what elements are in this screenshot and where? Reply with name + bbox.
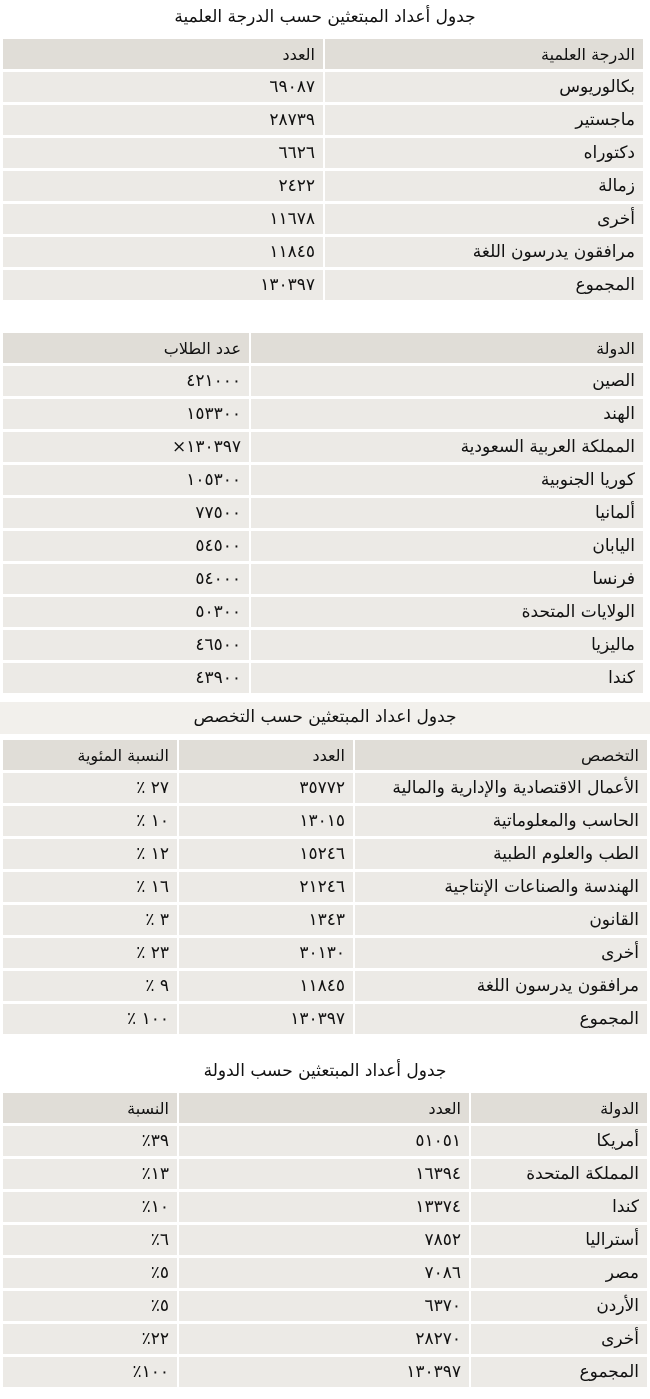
country-students-table-row <box>3 531 643 561</box>
specialty-table-cell: ١٥٢٤٦ <box>179 839 355 869</box>
country-table <box>3 1090 647 1390</box>
specialty-table-title: جدول اعداد المبتعثين حسب التخصص <box>193 707 457 727</box>
specialty-table-cell: ٣٥٧٧٢ <box>179 773 355 803</box>
country-table-cell: ١٠٠٪ <box>3 1357 179 1387</box>
country-table-header-cell: العدد <box>179 1093 471 1123</box>
specialty-table-cell: الأعمال الاقتصادية والإدارية والمالية <box>355 773 647 803</box>
country-table-title: جدول أعداد المبتعثين حسب الدولة <box>203 1061 447 1081</box>
specialty-table <box>3 737 647 1037</box>
country-table-cell: أستراليا <box>471 1225 647 1255</box>
country-students-table <box>3 330 643 696</box>
degree-table-cell: المجموع <box>325 270 643 300</box>
specialty-table-cell: ٣ ٪ <box>3 905 179 935</box>
country-table-cell: ١٠٪ <box>3 1192 179 1222</box>
country-students-table-cell: الهند <box>251 399 643 429</box>
country-students-table-cell: ١٠٥٣٠٠ <box>3 465 251 495</box>
country-students-table-row <box>3 399 643 429</box>
specialty-table-cell: ١٠٠ ٪ <box>3 1004 179 1034</box>
country-table-row <box>3 1192 647 1222</box>
specialty-table-cell: ١٣٠٣٩٧ <box>179 1004 355 1034</box>
degree-table-cell: أخرى <box>325 204 643 234</box>
degree-table-header-cell: الدرجة العلمية <box>325 39 643 69</box>
country-table-cell: ٧٨٥٢ <box>179 1225 471 1255</box>
specialty-table-row <box>3 839 647 869</box>
country-table-cell: ٦٪ <box>3 1225 179 1255</box>
country-table-cell: أخرى <box>471 1324 647 1354</box>
country-table-cell: ١٣٠٣٩٧ <box>179 1357 471 1387</box>
specialty-table-row <box>3 872 647 902</box>
degree-table-title: جدول أعداد المبتعثين حسب الدرجة العلمية <box>174 7 476 27</box>
specialty-table-cell: القانون <box>355 905 647 935</box>
specialty-table-cell: ١١٨٤٥ <box>179 971 355 1001</box>
specialty-table-row <box>3 806 647 836</box>
degree-table-cell: ٢٤٢٢ <box>3 171 325 201</box>
country-table-cell: ١٣٪ <box>3 1159 179 1189</box>
specialty-table-cell: ١٦ ٪ <box>3 872 179 902</box>
specialty-table-row <box>3 905 647 935</box>
degree-table-cell: دكتوراه <box>325 138 643 168</box>
country-students-table-row <box>3 564 643 594</box>
country-table-cell: ٣٩٪ <box>3 1126 179 1156</box>
country-table-cell: ١٣٣٧٤ <box>179 1192 471 1222</box>
country-students-table-row <box>3 630 643 660</box>
country-table-row <box>3 1291 647 1321</box>
specialty-table-cell: الحاسب والمعلوماتية <box>355 806 647 836</box>
degree-table-row <box>3 72 643 102</box>
degree-table-cell: ٦٦٢٦ <box>3 138 325 168</box>
country-students-table-cell: ماليزيا <box>251 630 643 660</box>
country-students-table-header-row <box>3 333 643 363</box>
degree-table-row <box>3 204 643 234</box>
country-table-row <box>3 1324 647 1354</box>
country-table-cell: ٥٪ <box>3 1258 179 1288</box>
degree-table-row <box>3 105 643 135</box>
specialty-table-cell: الطب والعلوم الطبية <box>355 839 647 869</box>
specialty-table-cell: ١٢ ٪ <box>3 839 179 869</box>
country-table-cell: مصر <box>471 1258 647 1288</box>
specialty-table-cell: ٢٧ ٪ <box>3 773 179 803</box>
country-table-header-row <box>3 1093 647 1123</box>
degree-table-cell: ١١٦٧٨ <box>3 204 325 234</box>
specialty-table-cell: ٩ ٪ <box>3 971 179 1001</box>
country-students-table-row <box>3 432 643 462</box>
country-table-cell: ٥٪ <box>3 1291 179 1321</box>
degree-table-cell: زمالة <box>325 171 643 201</box>
specialty-table-cell: ١٣٠١٥ <box>179 806 355 836</box>
degree-table-cell: ماجستير <box>325 105 643 135</box>
degree-table-cell: ٦٩٠٨٧ <box>3 72 325 102</box>
degree-table <box>3 36 643 303</box>
degree-table-row <box>3 171 643 201</box>
country-table-row <box>3 1126 647 1156</box>
country-table-cell: المجموع <box>471 1357 647 1387</box>
country-students-table-cell: ٧٧٥٠٠ <box>3 498 251 528</box>
country-students-table-header-cell: الدولة <box>251 333 643 363</box>
specialty-table-cell: المجموع <box>355 1004 647 1034</box>
country-students-table-cell: ٤٢١٠٠٠ <box>3 366 251 396</box>
specialty-table-header-cell: النسبة المئوية <box>3 740 179 770</box>
country-table-row <box>3 1225 647 1255</box>
country-students-table-row <box>3 366 643 396</box>
degree-table-cell: مرافقون يدرسون اللغة <box>325 237 643 267</box>
specialty-table-header-cell: التخصص <box>355 740 647 770</box>
country-students-table-cell: ٤٣٩٠٠ <box>3 663 251 693</box>
country-students-table-cell: الصين <box>251 366 643 396</box>
country-table-row <box>3 1159 647 1189</box>
country-students-table-cell: كوريا الجنوبية <box>251 465 643 495</box>
country-students-table-row <box>3 498 643 528</box>
specialty-table-row <box>3 938 647 968</box>
country-table-cell: ٢٨٢٧٠ <box>179 1324 471 1354</box>
country-table-cell: ١٦٣٩٤ <box>179 1159 471 1189</box>
country-table-cell: كندا <box>471 1192 647 1222</box>
country-students-table-cell: ١٥٣٣٠٠ <box>3 399 251 429</box>
degree-table-cell: ٢٨٧٣٩ <box>3 105 325 135</box>
country-students-table-row <box>3 663 643 693</box>
specialty-table-cell: ١٣٤٣ <box>179 905 355 935</box>
specialty-table-cell: أخرى <box>355 938 647 968</box>
country-students-table-cell: فرنسا <box>251 564 643 594</box>
degree-table-row <box>3 270 643 300</box>
country-table-cell: ٦٣٧٠ <box>179 1291 471 1321</box>
country-students-table-row <box>3 597 643 627</box>
degree-table-header-cell: العدد <box>3 39 325 69</box>
country-table-row <box>3 1258 647 1288</box>
country-students-table-cell: اليابان <box>251 531 643 561</box>
country-students-table-cell: ٥٠٣٠٠ <box>3 597 251 627</box>
country-students-table-cell: ٤٦٥٠٠ <box>3 630 251 660</box>
country-table-cell: ٥١٠٥١ <box>179 1126 471 1156</box>
country-students-table-header-cell: عدد الطلاب <box>3 333 251 363</box>
degree-table-row <box>3 138 643 168</box>
degree-table-cell: ١١٨٤٥ <box>3 237 325 267</box>
specialty-table-cell: ٢١٢٤٦ <box>179 872 355 902</box>
degree-table-cell: ١٣٠٣٩٧ <box>3 270 325 300</box>
country-table-cell: الأردن <box>471 1291 647 1321</box>
degree-table-row <box>3 237 643 267</box>
country-students-table-cell: المملكة العربية السعودية <box>251 432 643 462</box>
specialty-table-cell: ١٠ ٪ <box>3 806 179 836</box>
specialty-table-cell: ٢٣ ٪ <box>3 938 179 968</box>
country-students-table-cell: كندا <box>251 663 643 693</box>
specialty-table-cell: مرافقون يدرسون اللغة <box>355 971 647 1001</box>
specialty-table-header-row <box>3 740 647 770</box>
country-table-cell: أمريكا <box>471 1126 647 1156</box>
specialty-table-header-cell: العدد <box>179 740 355 770</box>
country-students-table-cell: الولايات المتحدة <box>251 597 643 627</box>
specialty-table-row <box>3 773 647 803</box>
country-table-header-cell: النسبة <box>3 1093 179 1123</box>
country-table-row <box>3 1357 647 1387</box>
degree-table-cell: بكالوريوس <box>325 72 643 102</box>
specialty-table-row <box>3 1004 647 1034</box>
specialty-table-cell: ٣٠١٣٠ <box>179 938 355 968</box>
country-students-table-row <box>3 465 643 495</box>
specialty-table-cell: الهندسة والصناعات الإنتاجية <box>355 872 647 902</box>
country-table-header-cell: الدولة <box>471 1093 647 1123</box>
country-table-cell: ٧٠٨٦ <box>179 1258 471 1288</box>
country-table-cell: ٢٢٪ <box>3 1324 179 1354</box>
country-students-table-cell: ألمانيا <box>251 498 643 528</box>
specialty-table-row <box>3 971 647 1001</box>
country-students-table-cell: ٥٤٠٠٠ <box>3 564 251 594</box>
degree-table-header-row <box>3 39 643 69</box>
country-students-table-cell: ٥٤٥٠٠ <box>3 531 251 561</box>
country-students-table-cell: ١٣٠٣٩٧× <box>3 432 251 462</box>
country-table-cell: المملكة المتحدة <box>471 1159 647 1189</box>
